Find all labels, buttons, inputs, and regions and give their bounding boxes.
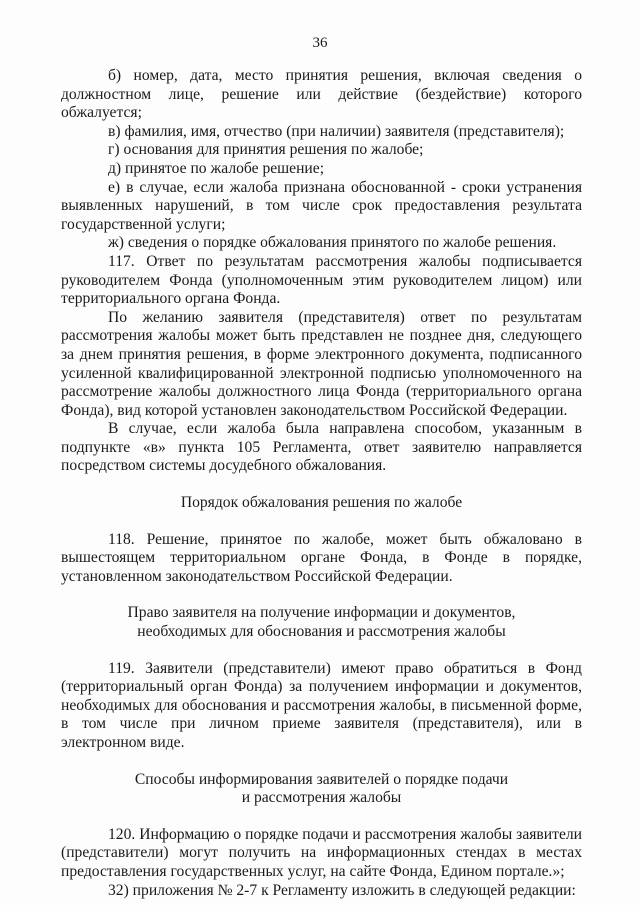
paragraph-pretrial-system: В случае, если жалоба была направлена способом, указанным в подпункте «в» пункта 105 Регламента, ответ заявителю направляется посредством системы досудебного обжалования. (61, 420, 582, 475)
paragraph-119: 119. Заявители (представители) имеют право обратиться в Фонд (территориальный орган Фонда) за получением информации и документов, необходимых для обоснования и рассмотрения жалобы, в письменной форме, в том числе при личном приеме заявителя (представителя), или в электронном виде. (61, 659, 582, 751)
section-heading-informing-methods (61, 771, 582, 808)
document-body (61, 67, 582, 900)
paragraph-120: 120. Информацию о порядке подачи и рассмотрения жалобы заявители (представители) могут получить на информационных стендах в местах предоставления государственных услуг, на сайте Фонда, Едином портале.»; (61, 825, 582, 880)
paragraph-item-b: б) номер, дата, место принятия решения, включая сведения о должностном лице, решение или действие (бездействие) которого обжалуется; (61, 67, 582, 122)
paragraph-32: 32) приложения № 2-7 к Регламенту изложить в следующей редакции: (108, 881, 576, 899)
paragraph-item-v: в) фамилия, имя, отчество (при наличии) заявителя (представителя); (108, 122, 565, 140)
section-heading-line: необходимых для обоснования и рассмотрения жалобы (137, 623, 506, 641)
paragraph-item-e: е) в случае, если жалоба признана обоснованной - сроки устранения выявленных нарушений, в том числе срок предоставления результата государственной услуги; (61, 178, 582, 233)
section-heading-right-to-information (61, 604, 582, 641)
section-heading-line: Способы информирования заявителей о порядке подачи (134, 770, 509, 788)
paragraph-117: 117. Ответ по результатам рассмотрения жалобы подписывается руководителем Фонда (уполномоченным этим руководителем лицом) или территориального органа Фонда. (61, 252, 582, 308)
section-heading-line: Право заявителя на получение информации и документов, (127, 604, 516, 622)
paragraph-item-zh: ж) сведения о порядке обжалования принятого по жалобе решения. (108, 234, 557, 252)
paragraph-118: 118. Решение, принятое по жалобе, может быть обжаловано в вышестоящем территориальном органе Фонда, в Фонде в порядке, установленном законодательством Российской Федерации. (61, 530, 582, 585)
page-number: 36 (312, 35, 328, 51)
section-heading-appeal-order (61, 494, 582, 513)
section-heading-line: и рассмотрения жалобы (241, 789, 402, 807)
paragraph-item-d: д) принятое по жалобе решение; (108, 159, 325, 177)
section-heading-line: Порядок обжалования решения по жалобе (180, 494, 463, 512)
paragraph-electronic-response: По желанию заявителя (представителя) ответ по результатам рассмотрения жалобы может быть представлен не позднее дня, следующего за днем принятия решения, в форме электронного документа, подписанного усиленной квалифицированной электронной подписью уполномоченного на рассмотрение жалобы должностного лица Фонда (территориального органа Фонда), вид которой установлен законодательством Российской Федерации. (61, 308, 582, 419)
paragraph-item-g: г) основания для принятия решения по жалобе; (108, 141, 424, 159)
